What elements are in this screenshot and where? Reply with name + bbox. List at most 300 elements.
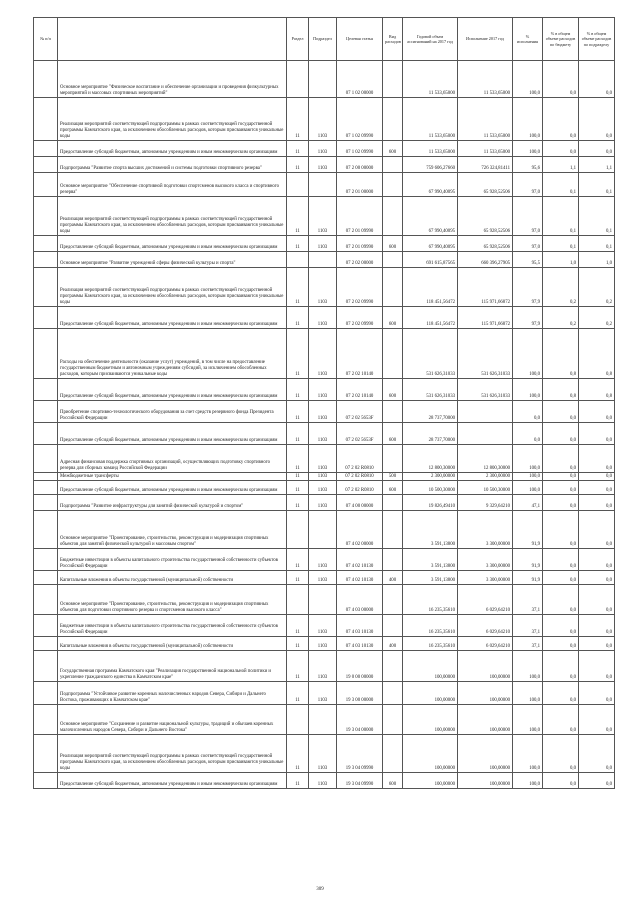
cell-share-total: 0,2 bbox=[543, 307, 579, 329]
table-row bbox=[34, 773, 615, 789]
table-row bbox=[34, 252, 615, 268]
cell-plan: 11 533,65000 bbox=[403, 141, 458, 157]
cell-csr: 19 0 00 00000 bbox=[337, 651, 383, 682]
cell-num bbox=[34, 401, 58, 423]
cell-fact: 65 928,52506 bbox=[458, 236, 513, 252]
cell-name: Адресная финансовая поддержка спортивных организаций, осуществляющих подготовку спортивного резерва для сборных команд Российской Федерации bbox=[58, 445, 287, 473]
cell-podrazdel: 1103 bbox=[309, 268, 337, 307]
cell-csr: 19 3 04 00000 bbox=[337, 705, 383, 735]
table-row bbox=[34, 651, 615, 682]
cell-vr: 600 bbox=[383, 141, 403, 157]
cell-share-total: 0,0 bbox=[543, 637, 579, 651]
cell-pct: 97,0 bbox=[513, 197, 543, 236]
cell-fact: 100,00000 bbox=[458, 735, 513, 773]
cell-fact bbox=[458, 423, 513, 445]
cell-vr bbox=[383, 173, 403, 197]
cell-fact: 100,00000 bbox=[458, 773, 513, 789]
cell-share-section: 0,0 bbox=[579, 473, 615, 481]
cell-share-section: 0,8 bbox=[579, 379, 615, 401]
cell-share-total: 0,0 bbox=[543, 549, 579, 571]
table-row bbox=[34, 61, 615, 98]
cell-share-total: 0,0 bbox=[543, 705, 579, 735]
cell-vr bbox=[383, 197, 403, 236]
cell-name: Предоставление субсидий бюджетным, автономным учреждениям и иным некоммерческим организациям bbox=[58, 481, 287, 495]
cell-pct: 37,1 bbox=[513, 585, 543, 615]
cell-fact: 531 626,31033 bbox=[458, 329, 513, 379]
cell-share-section: 1,1 bbox=[579, 157, 615, 173]
cell-name: Предоставление субсидий бюджетным, автономным учреждениям и иным некоммерческим организациям bbox=[58, 379, 287, 401]
cell-plan: 118 451,56472 bbox=[403, 268, 458, 307]
cell-name: Межбюджетные трансферты bbox=[58, 473, 287, 481]
cell-num bbox=[34, 379, 58, 401]
cell-vr bbox=[383, 329, 403, 379]
cell-plan: 3 591,13800 bbox=[403, 571, 458, 585]
cell-vr bbox=[383, 511, 403, 549]
cell-razdel: 11 bbox=[287, 735, 309, 773]
cell-num bbox=[34, 571, 58, 585]
cell-vr bbox=[383, 615, 403, 637]
table-row bbox=[34, 173, 615, 197]
cell-csr: 07 2 02 5653F bbox=[337, 423, 383, 445]
cell-vr bbox=[383, 585, 403, 615]
cell-pct: 100,0 bbox=[513, 735, 543, 773]
cell-share-total: 1,1 bbox=[543, 157, 579, 173]
cell-share-total: 0,0 bbox=[543, 571, 579, 585]
cell-podrazdel bbox=[309, 585, 337, 615]
header-num: № п/п bbox=[34, 18, 58, 61]
cell-share-section: 0,1 bbox=[579, 197, 615, 236]
cell-podrazdel bbox=[309, 61, 337, 98]
cell-csr: 19 3 04 09990 bbox=[337, 773, 383, 789]
header-vr: Вид расходов bbox=[383, 18, 403, 61]
cell-csr: 07 2 02 09990 bbox=[337, 307, 383, 329]
cell-podrazdel: 1103 bbox=[309, 236, 337, 252]
table-row bbox=[34, 615, 615, 637]
cell-share-total: 1,0 bbox=[543, 252, 579, 268]
cell-fact: 10 500,30000 bbox=[458, 481, 513, 495]
table-row bbox=[34, 401, 615, 423]
cell-name: Предоставление субсидий бюджетным, автономным учреждениям и иным некоммерческим организациям bbox=[58, 423, 287, 445]
cell-plan: 100,00000 bbox=[403, 735, 458, 773]
cell-csr: 07 1 02 09990 bbox=[337, 141, 383, 157]
cell-podrazdel: 1103 bbox=[309, 549, 337, 571]
cell-podrazdel: 1103 bbox=[309, 637, 337, 651]
cell-pct: 97,9 bbox=[513, 268, 543, 307]
cell-csr: 07 4 03 10130 bbox=[337, 637, 383, 651]
cell-share-total: 0,0 bbox=[543, 473, 579, 481]
cell-num bbox=[34, 735, 58, 773]
cell-razdel bbox=[287, 61, 309, 98]
cell-share-total: 0,8 bbox=[543, 379, 579, 401]
cell-fact: 65 928,52506 bbox=[458, 173, 513, 197]
cell-fact: 100,00000 bbox=[458, 705, 513, 735]
cell-num bbox=[34, 423, 58, 445]
cell-podrazdel: 1103 bbox=[309, 682, 337, 705]
cell-num bbox=[34, 329, 58, 379]
cell-name: Приобретение спортивно-технологического оборудования за счет средств резервного фонда Президента Российской Федерации bbox=[58, 401, 287, 423]
budget-table bbox=[33, 17, 615, 789]
cell-fact: 100,00000 bbox=[458, 682, 513, 705]
cell-podrazdel: 1103 bbox=[309, 473, 337, 481]
cell-name: Основное мероприятие "Сохранение и развитие национальной культуры, традиций и обычаев коренных малочисленных народов Севера, Сибири и Дальнего Востока" bbox=[58, 705, 287, 735]
cell-razdel bbox=[287, 705, 309, 735]
table-row bbox=[34, 236, 615, 252]
cell-csr: 07 2 02 R0810 bbox=[337, 473, 383, 481]
cell-pct: 100,0 bbox=[513, 61, 543, 98]
header-plan: Годовой объем ассигнований на 2017 год bbox=[403, 18, 458, 61]
header-blank bbox=[58, 18, 287, 61]
cell-pct: 100,0 bbox=[513, 682, 543, 705]
cell-podrazdel: 1103 bbox=[309, 141, 337, 157]
cell-num bbox=[34, 511, 58, 549]
cell-share-total: 0,0 bbox=[543, 615, 579, 637]
cell-pct: 100,0 bbox=[513, 329, 543, 379]
header-pct: % исполнения bbox=[513, 18, 543, 61]
cell-vr bbox=[383, 705, 403, 735]
cell-razdel: 11 bbox=[287, 549, 309, 571]
header-share-total: % в общем объеме расходов по бюджету bbox=[543, 18, 579, 61]
cell-name: Подпрограмма "Устойчивое развитие коренных малочисленных народов Севера, Сибири и Дальнего Востока, проживающих в Камчатском крае" bbox=[58, 682, 287, 705]
cell-share-section: 0,1 bbox=[579, 173, 615, 197]
cell-share-section: 0,0 bbox=[579, 615, 615, 637]
cell-podrazdel: 1103 bbox=[309, 98, 337, 141]
cell-razdel: 11 bbox=[287, 615, 309, 637]
cell-share-total: 0,0 bbox=[543, 773, 579, 789]
cell-podrazdel: 1103 bbox=[309, 329, 337, 379]
cell-podrazdel bbox=[309, 511, 337, 549]
cell-razdel: 11 bbox=[287, 571, 309, 585]
cell-plan: 28 737,70000 bbox=[403, 423, 458, 445]
cell-plan: 3 591,13800 bbox=[403, 511, 458, 549]
cell-vr bbox=[383, 549, 403, 571]
cell-share-section: 0,0 bbox=[579, 773, 615, 789]
cell-plan: 691 615,87565 bbox=[403, 252, 458, 268]
cell-share-section: 0,0 bbox=[579, 549, 615, 571]
cell-pct: 37,1 bbox=[513, 637, 543, 651]
table-row bbox=[34, 329, 615, 379]
cell-name: Реализация мероприятий соответствующей подпрограммы в рамках соответствующей государственной программы Камчатского края, за исключением обособленных расходов, которым присваиваются уникальные коды bbox=[58, 268, 287, 307]
cell-fact: 726 324,81411 bbox=[458, 157, 513, 173]
cell-share-section: 0,0 bbox=[579, 423, 615, 445]
cell-podrazdel bbox=[309, 705, 337, 735]
cell-pct: 100,0 bbox=[513, 481, 543, 495]
cell-num bbox=[34, 585, 58, 615]
cell-pct: 100,0 bbox=[513, 773, 543, 789]
cell-plan: 16 235,35610 bbox=[403, 637, 458, 651]
cell-vr bbox=[383, 735, 403, 773]
cell-share-total: 0,0 bbox=[543, 401, 579, 423]
cell-num bbox=[34, 705, 58, 735]
cell-name: Предоставление субсидий бюджетным, автономным учреждениям и иным некоммерческим организациям bbox=[58, 141, 287, 157]
cell-share-section: 0,2 bbox=[579, 268, 615, 307]
budget-sheet bbox=[33, 17, 614, 789]
cell-podrazdel: 1103 bbox=[309, 773, 337, 789]
cell-razdel: 11 bbox=[287, 141, 309, 157]
cell-num bbox=[34, 307, 58, 329]
cell-pct: 100,0 bbox=[513, 445, 543, 473]
table-row bbox=[34, 571, 615, 585]
cell-share-total: 0,0 bbox=[543, 481, 579, 495]
table-row bbox=[34, 307, 615, 329]
cell-num bbox=[34, 651, 58, 682]
cell-pct: 97,0 bbox=[513, 236, 543, 252]
cell-share-total: 0,1 bbox=[543, 236, 579, 252]
cell-razdel: 11 bbox=[287, 307, 309, 329]
cell-share-section: 0,0 bbox=[579, 705, 615, 735]
table-row bbox=[34, 682, 615, 705]
cell-fact: 3 300,00000 bbox=[458, 549, 513, 571]
cell-share-section: 0,0 bbox=[579, 585, 615, 615]
cell-csr: 07 1 02 09990 bbox=[337, 98, 383, 141]
cell-num bbox=[34, 495, 58, 511]
cell-plan: 16 235,35610 bbox=[403, 615, 458, 637]
cell-share-section: 0,0 bbox=[579, 735, 615, 773]
table-row bbox=[34, 481, 615, 495]
cell-csr: 07 2 02 10140 bbox=[337, 329, 383, 379]
cell-razdel: 11 bbox=[287, 401, 309, 423]
cell-podrazdel: 1103 bbox=[309, 481, 337, 495]
cell-plan: 16 235,35610 bbox=[403, 585, 458, 615]
cell-num bbox=[34, 773, 58, 789]
cell-vr: 600 bbox=[383, 773, 403, 789]
cell-share-total: 0,0 bbox=[543, 682, 579, 705]
cell-csr: 07 4 02 10130 bbox=[337, 549, 383, 571]
cell-name: Предоставление субсидий бюджетным, автономным учреждениям и иным некоммерческим организациям bbox=[58, 236, 287, 252]
cell-vr: 400 bbox=[383, 571, 403, 585]
cell-share-section: 0,0 bbox=[579, 571, 615, 585]
cell-fact: 660 396,27905 bbox=[458, 252, 513, 268]
cell-csr: 07 2 02 00000 bbox=[337, 252, 383, 268]
cell-csr: 07 2 01 09990 bbox=[337, 236, 383, 252]
cell-name: Предоставление субсидий бюджетным, автономным учреждениям и иным некоммерческим организациям bbox=[58, 307, 287, 329]
cell-razdel bbox=[287, 585, 309, 615]
cell-num bbox=[34, 173, 58, 197]
cell-num bbox=[34, 682, 58, 705]
cell-fact: 115 971,66872 bbox=[458, 307, 513, 329]
cell-fact: 6 029,64210 bbox=[458, 615, 513, 637]
cell-plan: 118 451,56472 bbox=[403, 307, 458, 329]
table-header-row bbox=[34, 18, 615, 61]
cell-fact bbox=[458, 401, 513, 423]
cell-podrazdel: 1103 bbox=[309, 571, 337, 585]
cell-pct: 100,0 bbox=[513, 651, 543, 682]
cell-vr bbox=[383, 157, 403, 173]
cell-plan: 2 300,00000 bbox=[403, 473, 458, 481]
cell-name: Основное мероприятие "Обеспечение спортивной подготовки спортсменов высокого класса и спортивного резерва" bbox=[58, 173, 287, 197]
cell-share-total: 0,0 bbox=[543, 141, 579, 157]
cell-razdel: 11 bbox=[287, 445, 309, 473]
cell-share-section: 0,0 bbox=[579, 495, 615, 511]
cell-name: Расходы на обеспечение деятельности (оказание услуг) учреждений, в том числе на предоставление государственным бюджетным и автономным учреждениям субсидий, за исключением обособленных расходов, которым присваиваются уникальные коды bbox=[58, 329, 287, 379]
cell-share-section: 0,2 bbox=[579, 307, 615, 329]
cell-fact: 100,00000 bbox=[458, 651, 513, 682]
cell-csr: 07 4 02 10130 bbox=[337, 571, 383, 585]
cell-vr: 500 bbox=[383, 473, 403, 481]
cell-share-total: 0,0 bbox=[543, 735, 579, 773]
cell-plan: 28 737,70000 bbox=[403, 401, 458, 423]
cell-num bbox=[34, 141, 58, 157]
cell-share-total: 0,0 bbox=[543, 445, 579, 473]
cell-podrazdel: 1103 bbox=[309, 423, 337, 445]
table-row bbox=[34, 423, 615, 445]
cell-share-total: 0,2 bbox=[543, 268, 579, 307]
cell-podrazdel: 1103 bbox=[309, 157, 337, 173]
cell-name: Основное мероприятие "Физическое воспитание и обеспечение организации и проведения физкультурных мероприятий и массовых спортивных мероприятий" bbox=[58, 61, 287, 98]
cell-fact: 3 300,00000 bbox=[458, 571, 513, 585]
cell-pct: 95,5 bbox=[513, 252, 543, 268]
cell-share-section: 0,1 bbox=[579, 236, 615, 252]
header-fact: Исполнение 2017 год bbox=[458, 18, 513, 61]
cell-fact: 12 800,30000 bbox=[458, 445, 513, 473]
cell-fact: 6 029,64210 bbox=[458, 585, 513, 615]
cell-plan: 12 800,30000 bbox=[403, 445, 458, 473]
header-podrazdel: Подраздел bbox=[309, 18, 337, 61]
cell-name: Государственная программа Камчатского края "Реализация государственной национальной политики и укрепление гражданского единства в Камчатском крае" bbox=[58, 651, 287, 682]
cell-plan: 67 990,40095 bbox=[403, 197, 458, 236]
cell-share-total: 0,0 bbox=[543, 651, 579, 682]
cell-podrazdel: 1103 bbox=[309, 197, 337, 236]
table-row bbox=[34, 445, 615, 473]
cell-razdel: 11 bbox=[287, 197, 309, 236]
cell-vr: 600 bbox=[383, 379, 403, 401]
cell-num bbox=[34, 197, 58, 236]
cell-vr bbox=[383, 682, 403, 705]
cell-pct: 91,9 bbox=[513, 549, 543, 571]
cell-csr: 07 4 03 10130 bbox=[337, 615, 383, 637]
table-row bbox=[34, 98, 615, 141]
cell-pct: 91,9 bbox=[513, 511, 543, 549]
cell-podrazdel: 1103 bbox=[309, 735, 337, 773]
table-body bbox=[34, 61, 615, 789]
cell-vr: 600 bbox=[383, 307, 403, 329]
cell-podrazdel: 1103 bbox=[309, 651, 337, 682]
cell-pct: 100,0 bbox=[513, 141, 543, 157]
cell-fact: 9 329,64210 bbox=[458, 495, 513, 511]
cell-fact: 115 971,66872 bbox=[458, 268, 513, 307]
cell-razdel: 11 bbox=[287, 423, 309, 445]
cell-name: Капитальные вложения в объекты государственной (муниципальной) собственности bbox=[58, 637, 287, 651]
cell-csr: 07 2 01 00000 bbox=[337, 173, 383, 197]
cell-csr: 19 3 04 09990 bbox=[337, 735, 383, 773]
cell-podrazdel bbox=[309, 252, 337, 268]
cell-plan: 10 500,30000 bbox=[403, 481, 458, 495]
cell-num bbox=[34, 61, 58, 98]
cell-vr: 600 bbox=[383, 481, 403, 495]
cell-num bbox=[34, 481, 58, 495]
cell-fact: 2 300,00000 bbox=[458, 473, 513, 481]
cell-num bbox=[34, 236, 58, 252]
table-row bbox=[34, 197, 615, 236]
cell-razdel: 11 bbox=[287, 495, 309, 511]
cell-plan: 3 591,13800 bbox=[403, 549, 458, 571]
cell-podrazdel: 1103 bbox=[309, 401, 337, 423]
cell-fact: 3 300,00000 bbox=[458, 511, 513, 549]
cell-num bbox=[34, 549, 58, 571]
cell-share-section: 0,0 bbox=[579, 511, 615, 549]
cell-share-section: 0,0 bbox=[579, 61, 615, 98]
cell-vr bbox=[383, 98, 403, 141]
cell-csr: 07 2 02 5653F bbox=[337, 401, 383, 423]
table-row bbox=[34, 473, 615, 481]
cell-pct: 0,0 bbox=[513, 401, 543, 423]
table-row bbox=[34, 511, 615, 549]
cell-fact: 11 533,65000 bbox=[458, 141, 513, 157]
cell-csr: 07 4 02 00000 bbox=[337, 511, 383, 549]
cell-vr: 600 bbox=[383, 423, 403, 445]
cell-podrazdel: 1103 bbox=[309, 445, 337, 473]
table-row bbox=[34, 549, 615, 571]
cell-plan: 100,00000 bbox=[403, 773, 458, 789]
cell-pct: 100,0 bbox=[513, 379, 543, 401]
cell-vr bbox=[383, 445, 403, 473]
cell-razdel: 11 bbox=[287, 473, 309, 481]
cell-name: Бюджетные инвестиции в объекты капитального строительства государственной собственности субъектов Российской Федерации bbox=[58, 549, 287, 571]
cell-num bbox=[34, 473, 58, 481]
cell-share-total: 0,0 bbox=[543, 495, 579, 511]
cell-num bbox=[34, 157, 58, 173]
cell-razdel: 11 bbox=[287, 651, 309, 682]
cell-name: Реализация мероприятий соответствующей подпрограммы в рамках соответствующей государственной программы Камчатского края, за исключением обособленных расходов, которым присваиваются уникальные коды bbox=[58, 98, 287, 141]
cell-plan: 100,00000 bbox=[403, 682, 458, 705]
cell-share-total: 0,0 bbox=[543, 423, 579, 445]
table-row bbox=[34, 379, 615, 401]
cell-plan: 100,00000 bbox=[403, 651, 458, 682]
cell-csr: 07 4 03 00000 bbox=[337, 585, 383, 615]
cell-razdel bbox=[287, 173, 309, 197]
cell-vr bbox=[383, 401, 403, 423]
cell-plan: 100,00000 bbox=[403, 705, 458, 735]
cell-share-total: 0,8 bbox=[543, 329, 579, 379]
cell-razdel: 11 bbox=[287, 236, 309, 252]
cell-name: Подпрограмма "Развитие спорта высших достижений и системы подготовки спортивного резерва" bbox=[58, 157, 287, 173]
cell-share-total: 0,0 bbox=[543, 98, 579, 141]
cell-name: Реализация мероприятий соответствующей подпрограммы в рамках соответствующей государственной программы Камчатского края, за исключением обособленных расходов, которым присваиваются уникальные коды bbox=[58, 197, 287, 236]
cell-plan: 19 826,49410 bbox=[403, 495, 458, 511]
cell-fact: 11 533,65000 bbox=[458, 98, 513, 141]
cell-razdel: 11 bbox=[287, 268, 309, 307]
table-row bbox=[34, 585, 615, 615]
table-row bbox=[34, 268, 615, 307]
cell-csr: 07 2 01 09990 bbox=[337, 197, 383, 236]
cell-num bbox=[34, 252, 58, 268]
cell-share-total: 0,1 bbox=[543, 197, 579, 236]
cell-name: Подпрограмма "Развитие инфраструктуры для занятий физической культурой и спортом" bbox=[58, 495, 287, 511]
cell-razdel bbox=[287, 511, 309, 549]
cell-pct: 100,0 bbox=[513, 98, 543, 141]
cell-share-total: 0,1 bbox=[543, 173, 579, 197]
cell-share-section: 0,0 bbox=[579, 401, 615, 423]
cell-podrazdel: 1103 bbox=[309, 495, 337, 511]
cell-fact: 531 626,31033 bbox=[458, 379, 513, 401]
cell-csr: 19 3 00 00000 bbox=[337, 682, 383, 705]
cell-num bbox=[34, 98, 58, 141]
cell-csr: 07 4 00 00000 bbox=[337, 495, 383, 511]
header-razdel: Раздел bbox=[287, 18, 309, 61]
cell-share-section: 1,0 bbox=[579, 252, 615, 268]
cell-razdel: 11 bbox=[287, 329, 309, 379]
cell-podrazdel bbox=[309, 173, 337, 197]
cell-csr: 07 2 02 R0810 bbox=[337, 481, 383, 495]
cell-fact: 6 029,64210 bbox=[458, 637, 513, 651]
cell-share-section: 0,0 bbox=[579, 98, 615, 141]
cell-share-section: 0,0 bbox=[579, 141, 615, 157]
cell-razdel: 11 bbox=[287, 157, 309, 173]
cell-fact: 65 928,52506 bbox=[458, 197, 513, 236]
page-number: 309 bbox=[316, 887, 324, 892]
cell-plan: 11 533,65000 bbox=[403, 98, 458, 141]
cell-razdel: 11 bbox=[287, 98, 309, 141]
cell-share-total: 0,0 bbox=[543, 511, 579, 549]
